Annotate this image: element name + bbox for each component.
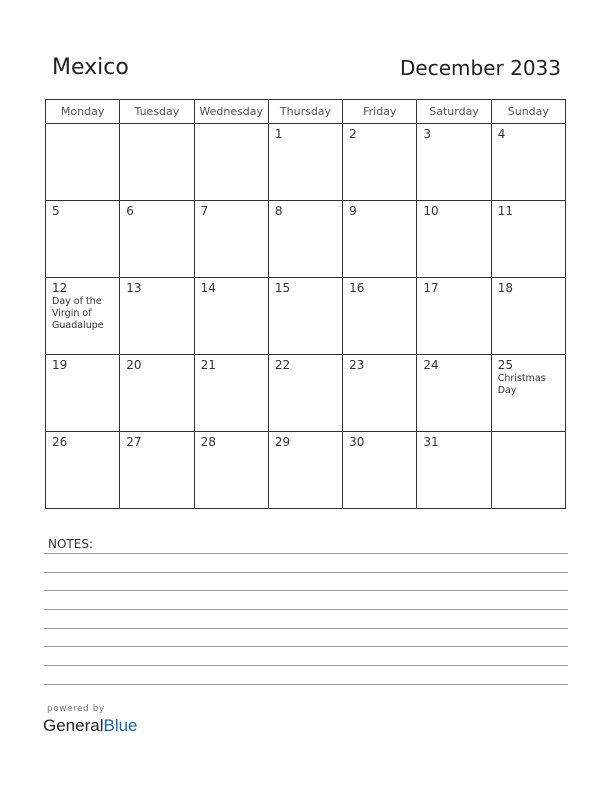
day-number: 23 bbox=[349, 358, 365, 372]
day-cell bbox=[491, 124, 565, 201]
weekday-header: Saturday bbox=[417, 100, 491, 124]
note-line bbox=[44, 628, 568, 629]
day-number: 10 bbox=[423, 204, 439, 218]
day-cell bbox=[417, 278, 491, 355]
note-line bbox=[44, 553, 568, 554]
day-number: 17 bbox=[423, 281, 439, 295]
day-number: 6 bbox=[126, 204, 134, 218]
day-number: 3 bbox=[423, 127, 432, 141]
day-number: 18 bbox=[497, 281, 513, 295]
day-number: 20 bbox=[126, 358, 142, 372]
day-number: 31 bbox=[423, 435, 439, 449]
week-row bbox=[46, 432, 566, 509]
day-number bbox=[492, 432, 565, 435]
day-cell bbox=[120, 201, 194, 278]
day-number: 9 bbox=[349, 204, 357, 218]
day-number: 7 bbox=[200, 204, 209, 218]
month-title: December 2033 bbox=[400, 56, 561, 80]
day-number: 2 bbox=[349, 127, 357, 141]
day-cell bbox=[343, 124, 417, 201]
day-number: 4 bbox=[497, 127, 506, 141]
day-number: 5 bbox=[52, 204, 60, 218]
day-number: 19 bbox=[52, 358, 68, 372]
note-line bbox=[44, 572, 568, 573]
day-cell bbox=[46, 201, 120, 278]
day-number: 15 bbox=[274, 281, 291, 295]
day-cell bbox=[343, 278, 417, 355]
note-line bbox=[44, 646, 568, 647]
day-cell bbox=[46, 355, 120, 432]
weekday-header: Tuesday bbox=[120, 100, 194, 124]
day-number: 29 bbox=[274, 435, 291, 449]
note-line bbox=[44, 609, 568, 610]
day-cell bbox=[417, 201, 491, 278]
brand-general: General bbox=[43, 716, 104, 735]
weekday-header: Wednesday bbox=[194, 100, 268, 124]
day-cell bbox=[46, 278, 120, 355]
day-cell bbox=[417, 432, 491, 509]
day-number: 12 bbox=[52, 281, 68, 295]
weekday-header: Monday bbox=[46, 100, 120, 124]
day-number: 22 bbox=[274, 358, 291, 372]
day-cell bbox=[194, 278, 268, 355]
day-cell bbox=[491, 432, 565, 509]
day-cell bbox=[194, 201, 268, 278]
day-number: 28 bbox=[200, 435, 216, 449]
day-number: 24 bbox=[423, 358, 439, 372]
day-cell bbox=[194, 432, 268, 509]
day-cell bbox=[268, 432, 342, 509]
day-number: 27 bbox=[126, 435, 142, 449]
weekday-header-row bbox=[46, 100, 566, 124]
day-cell bbox=[268, 278, 342, 355]
country-title: Mexico bbox=[52, 55, 129, 80]
week-row bbox=[46, 201, 566, 278]
day-number: 14 bbox=[200, 281, 216, 295]
day-cell bbox=[343, 201, 417, 278]
day-cell bbox=[491, 201, 565, 278]
day-cell bbox=[417, 355, 491, 432]
day-number: 13 bbox=[126, 281, 142, 295]
weekday-header: Friday bbox=[343, 100, 417, 124]
note-line bbox=[44, 590, 568, 591]
day-number bbox=[120, 124, 193, 127]
powered-by-text: powered by bbox=[47, 704, 105, 714]
day-number: 1 bbox=[274, 127, 283, 141]
note-line bbox=[44, 684, 568, 685]
day-cell bbox=[46, 432, 120, 509]
week-row bbox=[46, 278, 566, 355]
day-cell bbox=[120, 124, 194, 201]
day-number: 21 bbox=[200, 358, 216, 372]
notes-label: NOTES: bbox=[48, 537, 93, 551]
day-cell bbox=[268, 124, 342, 201]
day-cell bbox=[343, 355, 417, 432]
day-cell bbox=[120, 278, 194, 355]
generalblue-logo bbox=[43, 716, 138, 736]
week-row bbox=[46, 124, 566, 201]
weekday-header: Thursday bbox=[268, 100, 342, 124]
day-number: 25 bbox=[497, 358, 513, 372]
calendar-grid bbox=[45, 99, 566, 509]
day-number: 16 bbox=[349, 281, 365, 295]
day-cell bbox=[491, 355, 565, 432]
day-cell bbox=[120, 355, 194, 432]
day-number: 11 bbox=[497, 204, 513, 218]
week-row bbox=[46, 355, 566, 432]
note-line bbox=[44, 665, 568, 666]
brand-blue: Blue bbox=[103, 716, 138, 735]
day-cell bbox=[491, 278, 565, 355]
day-number: 26 bbox=[52, 435, 68, 449]
day-cell bbox=[194, 355, 268, 432]
day-number: 8 bbox=[274, 204, 283, 218]
weekday-header: Sunday bbox=[491, 100, 565, 124]
holiday-label: Day of the Virgin of Guadalupe bbox=[52, 296, 104, 331]
day-number bbox=[195, 124, 268, 127]
day-cell bbox=[268, 355, 342, 432]
day-cell bbox=[417, 124, 491, 201]
day-cell bbox=[268, 201, 342, 278]
day-number bbox=[46, 124, 119, 127]
day-cell bbox=[46, 124, 120, 201]
day-cell bbox=[343, 432, 417, 509]
holiday-label: Christmas Day bbox=[497, 373, 546, 396]
day-number: 30 bbox=[349, 435, 365, 449]
day-cell bbox=[120, 432, 194, 509]
day-cell bbox=[194, 124, 268, 201]
